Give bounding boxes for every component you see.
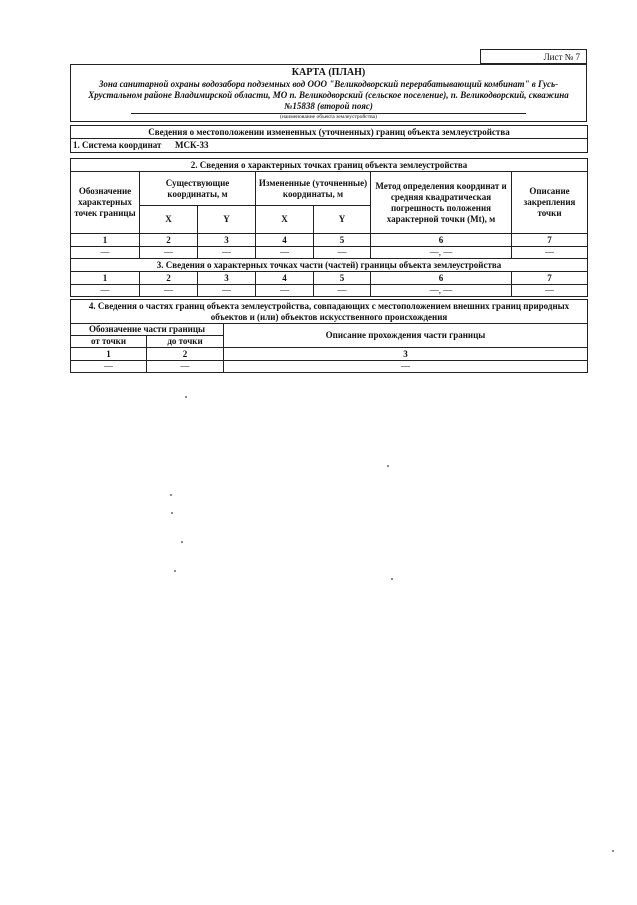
sheet-number: Лист № 7 bbox=[480, 49, 587, 64]
header-boundary-part: Обозначение части границы bbox=[71, 324, 224, 336]
col-number: 1 bbox=[71, 348, 147, 361]
scan-speck bbox=[391, 578, 393, 580]
coord-system-value: МСК-33 bbox=[174, 140, 209, 150]
document-title: КАРТА (ПЛАН) bbox=[291, 67, 366, 78]
coord-system-row bbox=[71, 139, 588, 153]
table-cell: —, — bbox=[371, 285, 512, 297]
header-existing-y: Y bbox=[198, 206, 256, 234]
col-number: 6 bbox=[371, 234, 512, 247]
col-number: 1 bbox=[71, 234, 140, 247]
col-number: 6 bbox=[371, 272, 512, 285]
col-number: 4 bbox=[256, 272, 314, 285]
table-cell: — bbox=[71, 361, 147, 373]
header-method: Метод определения координат и средняя квадратическая погрешность положения характерной точки (Mt), м bbox=[371, 172, 512, 234]
scan-speck bbox=[612, 850, 614, 852]
header-existing-x: X bbox=[140, 206, 198, 234]
main-table bbox=[70, 125, 588, 297]
title-block bbox=[70, 64, 587, 122]
col-number: 3 bbox=[198, 234, 256, 247]
coord-system-label: 1. Система координат bbox=[73, 140, 162, 150]
col-number: 2 bbox=[140, 234, 198, 247]
table-cell: — bbox=[71, 247, 140, 259]
header-changed: Измененные (уточненные) координаты, м bbox=[256, 172, 371, 206]
object-description: Зона санитарной охраны водозабора подземных вод ООО "Великодворский перерабатывающий комбинат" в Гусь-Хрустальном районе Владимирской области, МО п. Великодворский (сельское поселение), п. Великодворский, скважина №15838 (второй пояс) bbox=[88, 79, 569, 111]
header-changed-x: X bbox=[256, 206, 314, 234]
col-number: 1 bbox=[71, 272, 140, 285]
table-cell: — bbox=[512, 247, 588, 259]
table-cell: — bbox=[198, 285, 256, 297]
scan-speck bbox=[170, 494, 172, 496]
col-number: 7 bbox=[512, 234, 588, 247]
col-number: 2 bbox=[147, 348, 224, 361]
header-fixing: Описание закрепления точки bbox=[512, 172, 588, 234]
header-changed-y: Y bbox=[314, 206, 371, 234]
col-number: 3 bbox=[198, 272, 256, 285]
table-cell: — bbox=[71, 285, 140, 297]
table-cell: — bbox=[140, 247, 198, 259]
table-cell: — bbox=[256, 285, 314, 297]
section4-heading: 4. Сведения о частях границ объекта землеустройства, совпадающих с местоположением внешних границ природных объектов и (или) объектов искусственного происхождения bbox=[71, 300, 588, 324]
col-number: 7 bbox=[512, 272, 588, 285]
table-cell: — bbox=[256, 247, 314, 259]
scan-speck bbox=[185, 396, 187, 398]
col-number: 3 bbox=[224, 348, 588, 361]
col-number: 2 bbox=[140, 272, 198, 285]
section4-table bbox=[70, 299, 588, 373]
scan-speck bbox=[181, 541, 183, 543]
scan-speck bbox=[171, 512, 173, 514]
table-cell: —, — bbox=[371, 247, 512, 259]
header-point: Обозначение характерных точек границы bbox=[71, 172, 140, 234]
col-number: 5 bbox=[314, 234, 371, 247]
table-cell: — bbox=[314, 285, 371, 297]
table-cell: — bbox=[224, 361, 588, 373]
table-cell: — bbox=[140, 285, 198, 297]
tables-container bbox=[70, 125, 587, 373]
col-number: 5 bbox=[314, 272, 371, 285]
table-cell: — bbox=[198, 247, 256, 259]
table-cell: — bbox=[147, 361, 224, 373]
scan-speck bbox=[387, 465, 389, 467]
section2-heading: 2. Сведения о характерных точках границ объекта землеустройства bbox=[71, 159, 588, 172]
header-to-point: до точки bbox=[147, 336, 224, 348]
object-name-note: (наименование объекта землеустройства) bbox=[131, 113, 526, 121]
section3-heading: 3. Сведения о характерных точках части (частей) границы объекта землеустройства bbox=[71, 259, 588, 272]
header-description: Описание прохождения части границы bbox=[224, 324, 588, 348]
header-from-point: от точки bbox=[71, 336, 147, 348]
header-existing: Существующие координаты, м bbox=[140, 172, 256, 206]
scan-speck bbox=[174, 570, 176, 572]
table-cell: — bbox=[512, 285, 588, 297]
section-main-heading: Сведения о местоположении измененных (уточненных) границ объекта землеустройства bbox=[71, 126, 588, 139]
table-cell: — bbox=[314, 247, 371, 259]
col-number: 4 bbox=[256, 234, 314, 247]
